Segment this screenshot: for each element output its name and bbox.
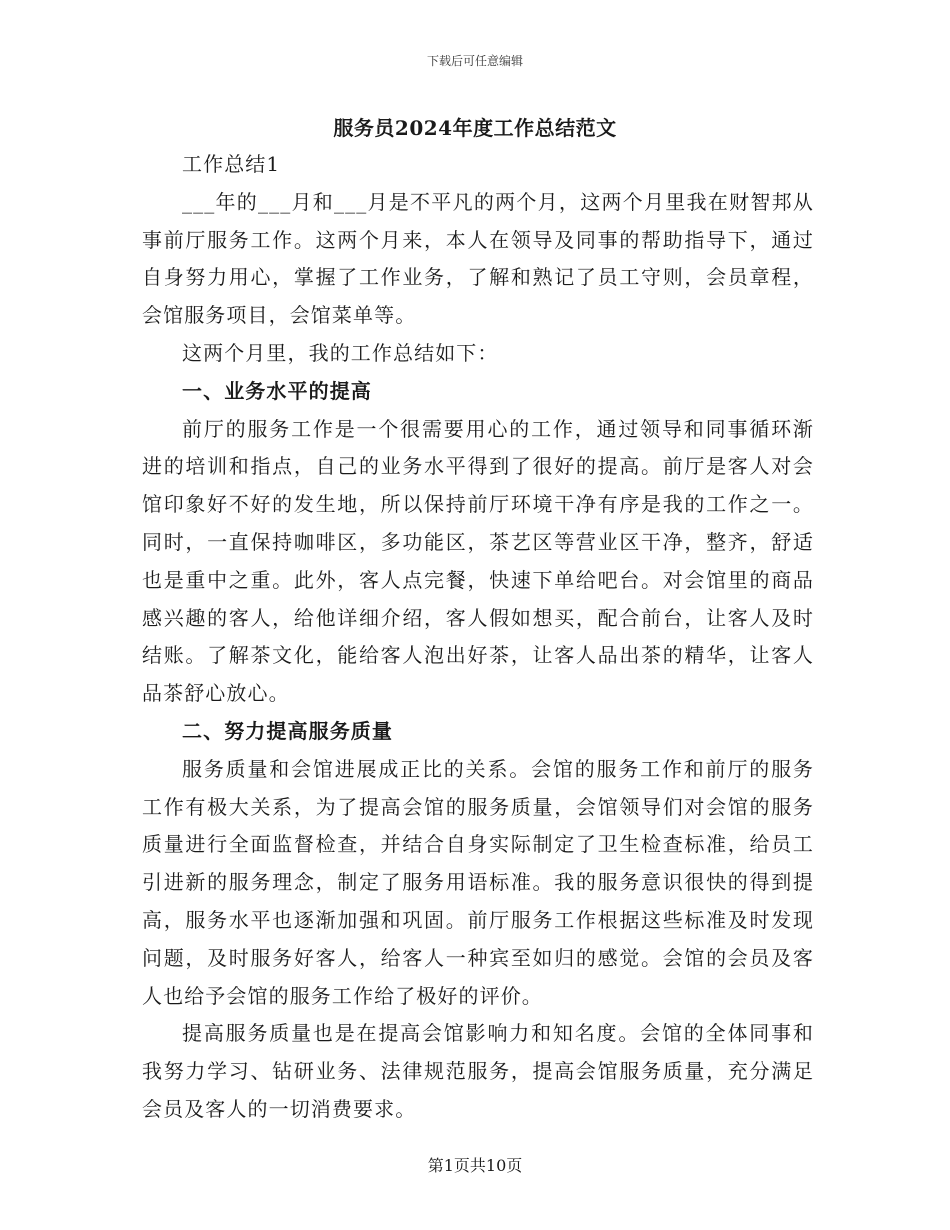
paragraph: 工作总结1 <box>182 152 281 176</box>
section-heading: 一、业务水平的提高 <box>182 378 372 403</box>
paragraph: 前厅的服务工作是一个很需要用心的工作，通过领导和同事循环渐进的培训和指点，自己的业务水平得到了很好的提高。前厅是客人对会馆印象好不好的发生地，所以保持前厅环境干净有序是我的工作之一。同时，一直保持咖啡区，多功能区，茶艺区等营业区干净，整齐，舒适也是重中之重。此外，客人点完餐，快速下单给吧台。对会馆里的商品感兴趣的客人，给他详细介绍，客人假如想买，配合前台，让客人及时结账。了解茶文化，能给客人泡出好茶，让客人品出茶的精华，让客人品茶舒心放心。 <box>142 416 814 706</box>
header-note: 下载后可任意编辑 <box>426 54 523 68</box>
document-body <box>142 146 814 1129</box>
paragraph: 这两个月里，我的工作总结如下： <box>182 340 499 365</box>
paragraph: ___年的___月和___月是不平凡的两个月，这两个月里我在财智邦从事前厅服务工作。这两个月来，本人在领导及同事的帮助指导下，通过自身努力用心，掌握了工作业务，了解和熟记了员工守则，会员章程，会馆服务项目，会馆菜单等。 <box>142 189 814 328</box>
paragraph: 服务质量和会馆进展成正比的关系。会馆的服务工作和前厅的服务工作有极大关系，为了提高会馆的服务质量，会馆领导们对会馆的服务质量进行全面监督检查，并结合自身实际制定了卫生检查标准，给员工引进新的服务理念，制定了服务用语标准。我的服务意识很快的得到提高，服务水平也逐渐加强和巩固。前厅服务工作根据这些标准及时发现问题，及时服务好客人，给客人一种宾至如归的感觉。会馆的会员及客人也给予会馆的服务工作给了极好的评价。 <box>142 756 814 1008</box>
page-indicator: 第1页共10页 <box>427 1156 523 1175</box>
section-heading: 二、努力提高服务质量 <box>182 718 393 743</box>
paragraph: 提高服务质量也是在提高会馆影响力和知名度。会馆的全体同事和我努力学习、钻研业务、法律规范服务，提高会馆服务质量，充分满足会员及客人的一切消费要求。 <box>142 1021 814 1121</box>
document-title: 服务员2024年度工作总结范文 <box>333 116 617 140</box>
